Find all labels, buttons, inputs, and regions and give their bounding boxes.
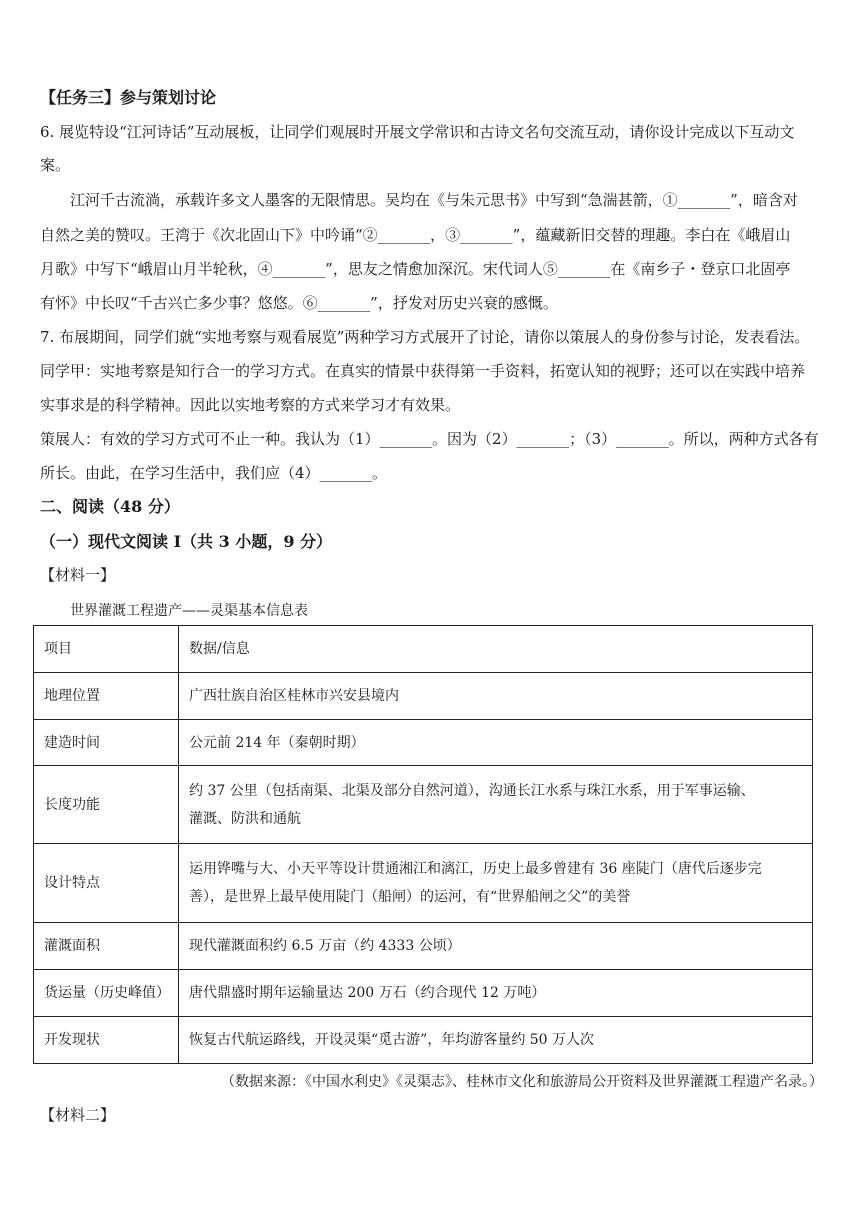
q6-line-4: 自然之美的赞叹。王湾于《次北固山下》中吟诵“②_______，③_______”，蕴藏新旧交替的理趣。李白在《峨眉山 xyxy=(40,226,791,244)
table-cell-key: 长度功能 xyxy=(34,766,179,844)
table-cell-value: 广西壮族自治区桂林市兴安县境内 xyxy=(179,673,813,720)
table-cell-value: 数据/信息 xyxy=(179,626,813,673)
table-cell-key: 开发现状 xyxy=(34,1017,179,1064)
table-cell-key: 项目 xyxy=(34,626,179,673)
info-table xyxy=(33,625,813,1064)
table-cell-key: 建造时间 xyxy=(34,720,179,766)
q7-line-2: 同学甲：实地考察是知行合一的学习方式。在真实的情景中获得第一手资料，拓宽认知的视野；还可以在实践中培养 xyxy=(40,362,806,380)
table-cell-value: 唐代鼎盛时期年运输量达 200 万石（约合现代 12 万吨） xyxy=(179,970,813,1017)
material-1-label: 【材料一】 xyxy=(40,566,116,584)
table-row xyxy=(34,923,813,970)
subsection-1-heading: （一）现代文阅读 I（共 3 小题，9 分） xyxy=(40,532,333,551)
table-cell-value xyxy=(179,844,813,923)
table-cell-value: 现代灌溉面积约 6.5 万亩（约 4333 公顷） xyxy=(179,923,813,970)
q7-line-1: 7. 布展期间，同学们就“实地考察与观看展览”两种学习方式展开了讨论，请你以策展人的身份参与讨论，发表看法。 xyxy=(40,328,810,346)
table-row xyxy=(34,844,813,923)
table-cell-line: 约 37 公里（包括南渠、北渠及部分自然河道），沟通长江水系与珠江水系，用于军事运输、 xyxy=(189,782,755,799)
task3-heading: 【任务三】参与策划讨论 xyxy=(40,88,217,107)
table-cell-key: 设计特点 xyxy=(34,844,179,923)
q7-line-5: 所长。由此，在学习生活中，我们应（4）_______。 xyxy=(40,464,388,482)
table-row xyxy=(34,766,813,844)
table-cell-key: 灌溉面积 xyxy=(34,923,179,970)
q6-line-2: 案。 xyxy=(40,156,71,174)
data-source-note: （数据来源：《中国水利史》《灵渠志》、桂林市文化和旅游局公开资料及世界灌溉工程遗产名录。） xyxy=(221,1074,823,1090)
q7-line-4: 策展人：有效的学习方式可不止一种。我认为（1）_______。因为（2）_______；（3）_______。所以，两种方式各有 xyxy=(40,430,819,448)
q7-line-3: 实事求是的科学精神。因此以实地考察的方式来学习才有效果。 xyxy=(40,396,461,414)
table-cell-value: 公元前 214 年（秦朝时期） xyxy=(179,720,813,766)
table-cell-value xyxy=(179,766,813,844)
q6-line-1: 6. 展览特设“江河诗话”互动展板，让同学们观展时开展文学常识和古诗文名句交流互动，请你设计完成以下互动文 xyxy=(40,123,795,141)
material-2-label: 【材料二】 xyxy=(40,1106,116,1124)
table-cell-line: 善），是世界上最早使用陡门（船闸）的运河，有“世界船闸之父”的美誉 xyxy=(189,889,631,905)
table-row xyxy=(34,970,813,1017)
table-cell-line: 灌溉、防洪和通航 xyxy=(189,810,301,827)
table-row xyxy=(34,720,813,766)
q6-line-3: 江河千古流淌，承载许多文人墨客的无限情思。吴均在《与朱元思书》中写到“急湍甚箭，①_______”，暗含对 xyxy=(70,191,798,209)
section-2-heading: 二、阅读（48 分） xyxy=(40,497,180,516)
table-cell-key: 地理位置 xyxy=(34,673,179,720)
q6-line-6: 有怀》中长叹“千古兴亡多少事？悠悠。⑥_______”，抒发对历史兴衰的感慨。 xyxy=(40,294,558,312)
table-row xyxy=(34,673,813,720)
q6-line-5: 月歌》中写下“峨眉山月半轮秋，④_______”，思友之情愈加深沉。宋代词人⑤_______在《南乡子・登京口北固亭 xyxy=(40,260,791,278)
table-cell-line: 运用铧嘴与大、小天平等设计贯通湘江和漓江，历史上最多曾建有 36 座陡门（唐代后逐步完 xyxy=(189,861,762,877)
table-row xyxy=(34,1017,813,1064)
table-cell-key: 货运量（历史峰值） xyxy=(34,970,179,1017)
table-row xyxy=(34,626,813,673)
table-caption: 世界灌溉工程遗产——灵渠基本信息表 xyxy=(70,603,308,619)
table-cell-value: 恢复古代航运路线，开设灵渠“觅古游”，年均游客量约 50 万人次 xyxy=(179,1017,813,1064)
